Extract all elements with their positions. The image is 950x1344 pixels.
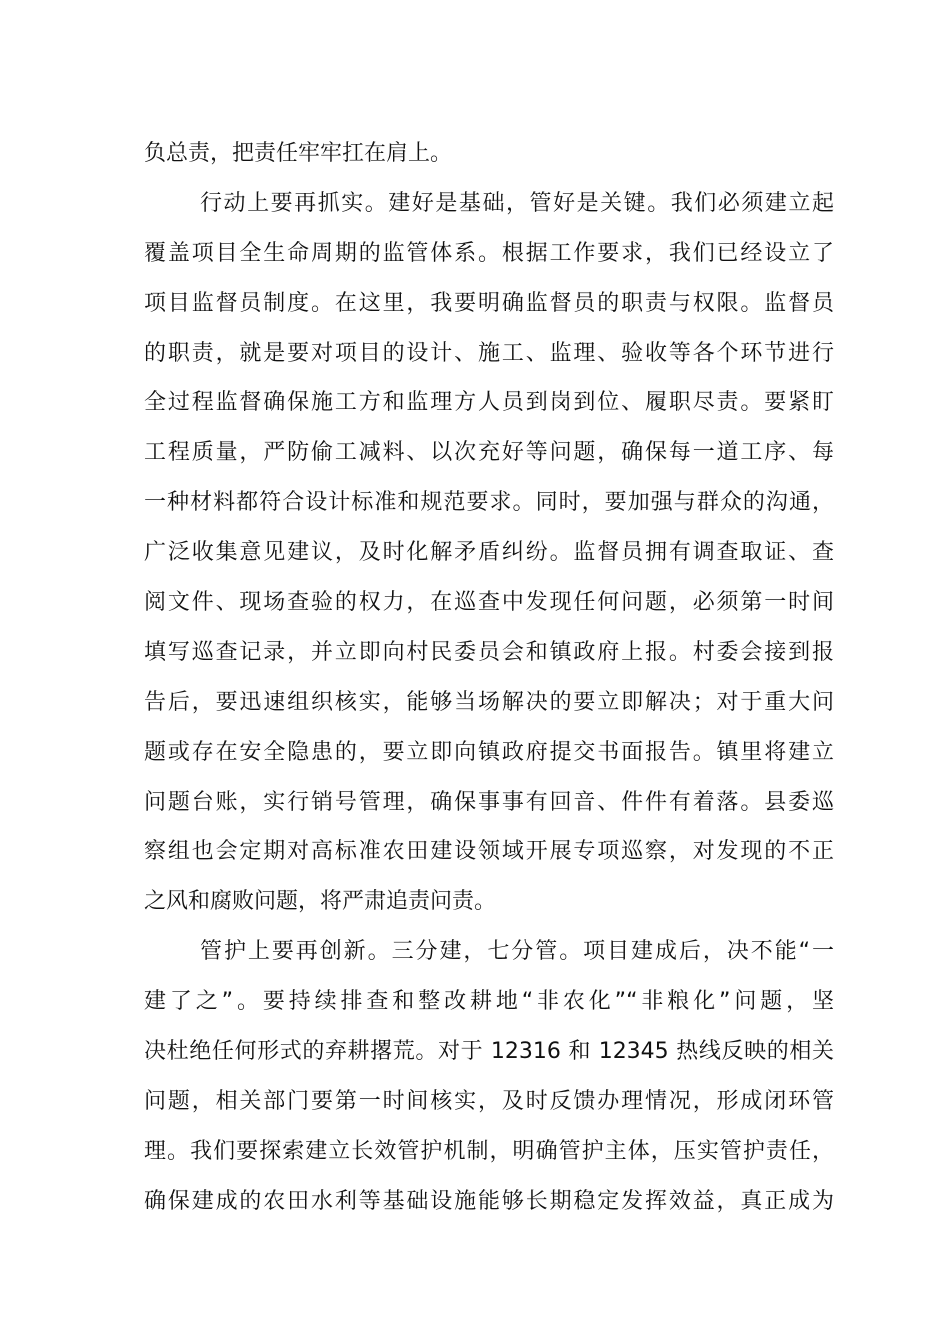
text-line: 项目监督员制度。在这里，我要明确监督员的职责与权限。监督员 xyxy=(144,290,834,316)
text-line: 管护上要再创新。三分建，七分管。项目建成后，决不能“一 xyxy=(200,939,834,965)
text-line: 建了之”。要持续排查和整改耕地“非农化”“非粮化”问题，坚 xyxy=(144,989,834,1015)
body-text xyxy=(144,129,834,1227)
text-line: 全过程监督确保施工方和监理方人员到岗到位、履职尽责。要紧盯 xyxy=(144,390,834,416)
text-line: 察组也会定期对高标准农田建设领域开展专项巡察，对发现的不正 xyxy=(144,839,834,865)
text-line: 决杜绝任何形式的弃耕撂荒。对于 12316 和 12345 热线反映的相关 xyxy=(144,1039,834,1065)
text-line: 覆盖项目全生命周期的监管体系。根据工作要求，我们已经设立了 xyxy=(144,240,834,266)
text-line: 问题，相关部门要第一时间核实，及时反馈办理情况，形成闭环管 xyxy=(144,1088,834,1114)
text-line: 负总责，把责任牢牢扛在肩上。 xyxy=(144,141,453,166)
text-line: 理。我们要探索建立长效管护机制，明确管护主体，压实管护责任， xyxy=(144,1138,834,1164)
text-line: 告后，要迅速组织核实，能够当场解决的要立即解决；对于重大问 xyxy=(144,689,834,715)
text-line: 阅文件、现场查验的权力，在巡查中发现任何问题，必须第一时间 xyxy=(144,590,834,616)
text-line: 之风和腐败问题，将严肃追责问责。 xyxy=(144,889,497,915)
text-line: 广泛收集意见建议，及时化解矛盾纠纷。监督员拥有调查取证、查 xyxy=(144,540,834,566)
text-line: 题或存在安全隐患的，要立即向镇政府提交书面报告。镇里将建立 xyxy=(144,739,834,765)
text-line: 行动上要再抓实。建好是基础，管好是关键。我们必须建立起 xyxy=(200,190,834,216)
text-line: 填写巡查记录，并立即向村民委员会和镇政府上报。村委会接到报 xyxy=(144,639,834,665)
text-line: 确保建成的农田水利等基础设施能够长期稳定发挥效益，真正成为 xyxy=(144,1188,834,1214)
text-line: 一种材料都符合设计标准和规范要求。同时，要加强与群众的沟通， xyxy=(144,490,834,516)
text-line: 工程质量，严防偷工减料、以次充好等问题，确保每一道工序、每 xyxy=(144,440,834,466)
text-line: 的职责，就是要对项目的设计、施工、监理、验收等各个环节进行 xyxy=(144,340,834,366)
text-line: 问题台账，实行销号管理，确保事事有回音、件件有着落。县委巡 xyxy=(144,789,834,815)
